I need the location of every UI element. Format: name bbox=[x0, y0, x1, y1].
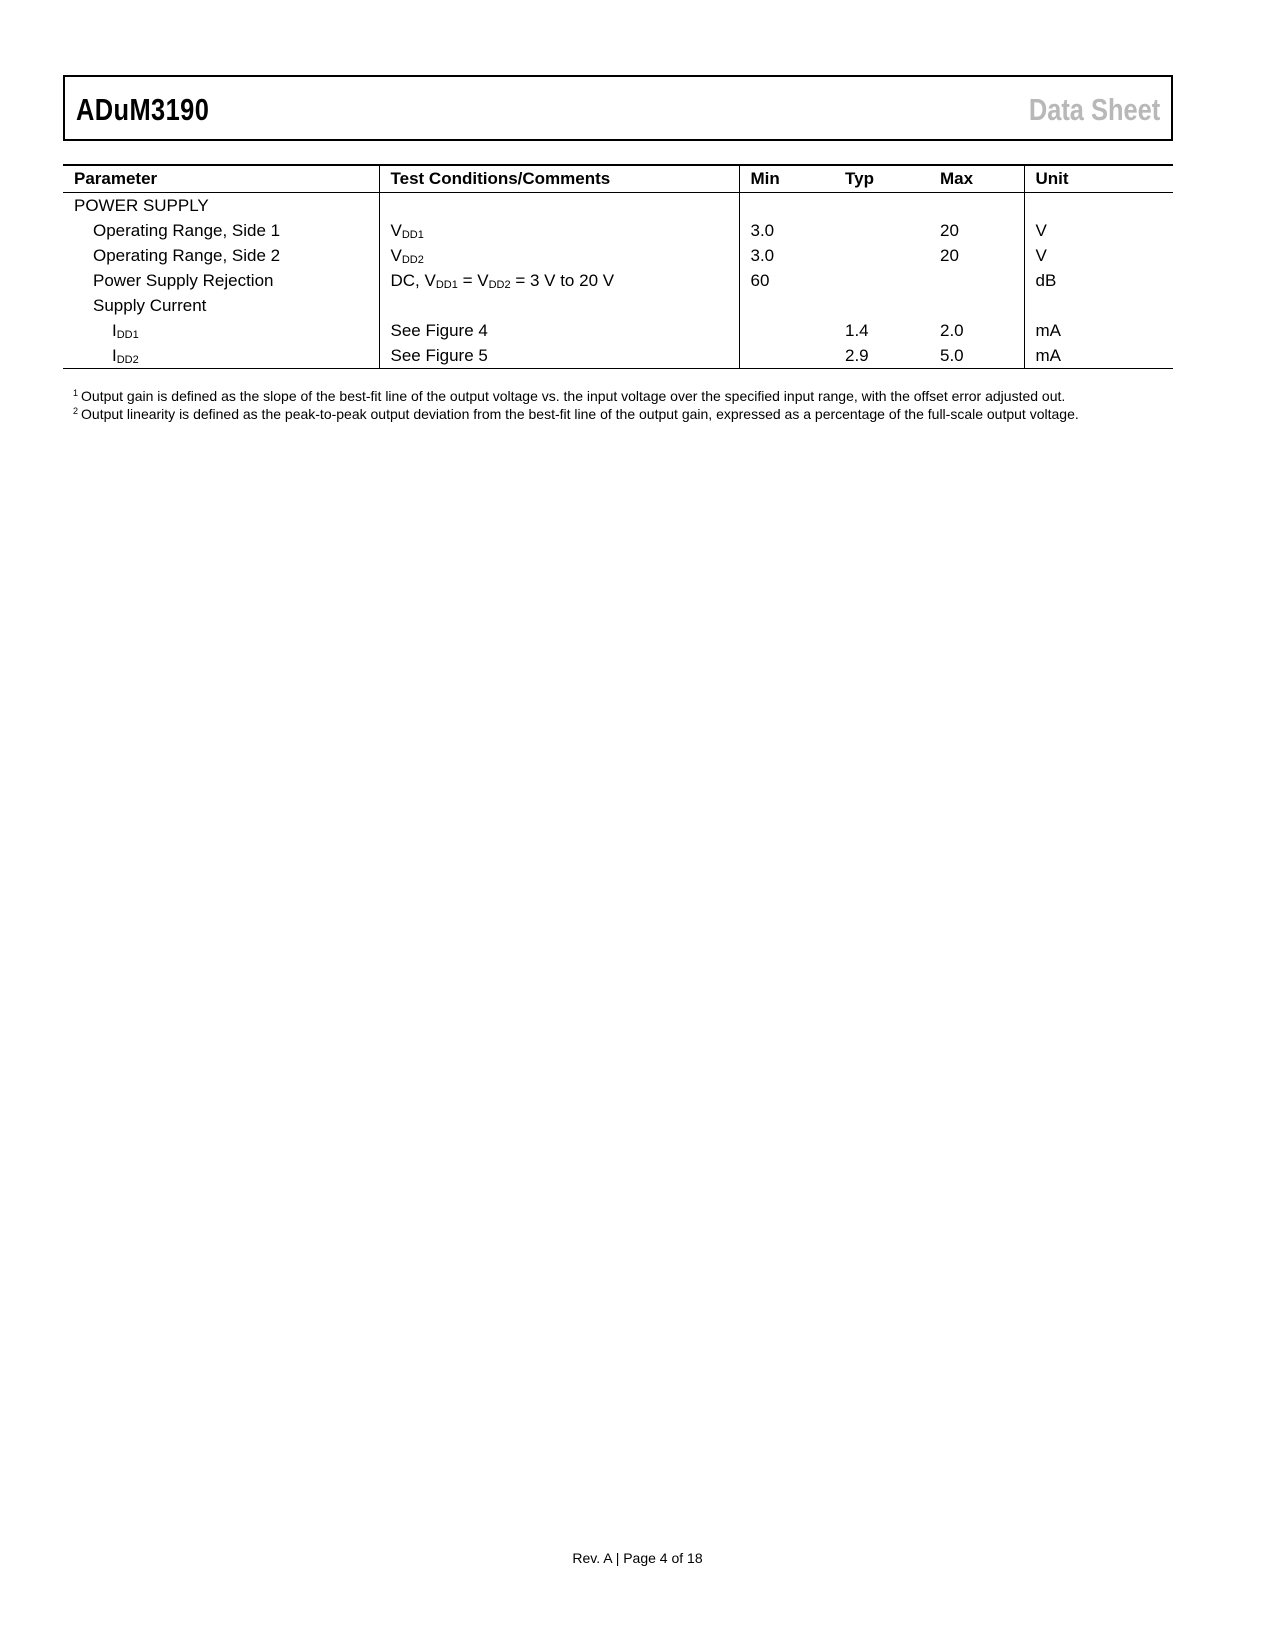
typ-cell bbox=[834, 268, 929, 293]
table-row bbox=[63, 318, 1173, 343]
typ-cell: 2.9 bbox=[834, 343, 929, 369]
max-cell bbox=[929, 268, 1024, 293]
typ-cell: 1.4 bbox=[845, 320, 869, 340]
table-row bbox=[63, 218, 1173, 243]
condition-cell: DC, VDD1 = VDD2 = 3 V to 20 V bbox=[379, 268, 739, 293]
table-row bbox=[63, 243, 1173, 268]
min-cell: 60 bbox=[750, 270, 770, 290]
param-cell: Operating Range, Side 2 bbox=[63, 243, 379, 268]
doc-type: Data Sheet bbox=[1028, 92, 1160, 127]
unit-cell: mA bbox=[1035, 320, 1061, 340]
condition-cell: See Figure 4 bbox=[379, 318, 739, 343]
param-cell: IDD2 bbox=[63, 343, 379, 369]
col-header-unit: Unit bbox=[1024, 165, 1173, 193]
col-header-max: Max bbox=[929, 165, 1024, 193]
typ-cell bbox=[834, 243, 929, 268]
unit-cell: dB bbox=[1035, 270, 1057, 290]
param-cell: IDD1 bbox=[63, 318, 379, 343]
col-header-conditions: Test Conditions/Comments bbox=[379, 165, 739, 193]
section-label: POWER SUPPLY bbox=[63, 193, 379, 219]
page-footer: Rev. A | Page 4 of 18 bbox=[572, 1550, 703, 1566]
unit-cell: V bbox=[1035, 245, 1047, 265]
param-cell: Power Supply Rejection bbox=[63, 268, 379, 293]
table-row bbox=[63, 343, 1173, 369]
table-section-row bbox=[63, 193, 1173, 219]
min-cell: 3.0 bbox=[750, 220, 775, 240]
min-cell bbox=[739, 318, 834, 343]
table-header-row bbox=[63, 165, 1173, 193]
max-cell: 20 bbox=[929, 218, 1024, 243]
unit-cell: V bbox=[1035, 220, 1047, 240]
footnotes bbox=[73, 387, 1173, 423]
max-cell: 20 bbox=[929, 243, 1024, 268]
unit-cell: mA bbox=[1024, 343, 1173, 369]
condition-cell: VDD2 bbox=[379, 243, 739, 268]
param-cell: Supply Current bbox=[63, 293, 379, 318]
max-cell: 2.0 bbox=[929, 318, 1024, 343]
col-header-min: Min bbox=[739, 165, 834, 193]
condition-cell: VDD1 bbox=[379, 218, 739, 243]
col-header-parameter: Parameter bbox=[63, 165, 379, 193]
specifications-table bbox=[63, 164, 1173, 369]
condition-cell: See Figure 5 bbox=[379, 343, 739, 369]
min-cell bbox=[739, 343, 834, 369]
min-cell: 3.0 bbox=[750, 245, 775, 265]
footnote: $^2$ Output linearity is defined as the peak-to-peak output deviation from the best-fit line of the output gain, expressed as a percentage of the full-scale output voltage. bbox=[73, 406, 1079, 422]
max-cell: 5.0 bbox=[929, 343, 1024, 369]
part-number: ADuM3190 bbox=[76, 92, 210, 127]
param-cell: Operating Range, Side 1 bbox=[63, 218, 379, 243]
col-header-typ: Typ bbox=[834, 165, 929, 193]
typ-cell bbox=[834, 218, 929, 243]
page-header bbox=[63, 75, 1173, 141]
table-row bbox=[63, 268, 1173, 293]
table-row bbox=[63, 293, 1173, 318]
footnote: $^1$ Output gain is defined as the slope of the best-fit line of the output voltage vs. the input voltage over the specified input range, with the offset error adjusted out. bbox=[73, 388, 1066, 404]
